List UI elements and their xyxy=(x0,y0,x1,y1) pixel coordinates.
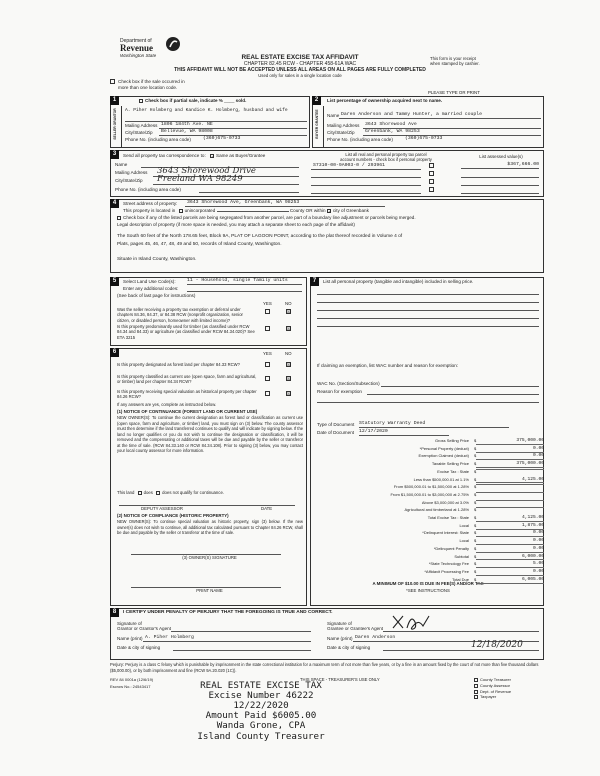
tax-row-value[interactable]: 4,125.00 xyxy=(476,515,544,522)
seller-city[interactable]: Bellevue, WA 98008 xyxy=(161,129,213,134)
dollar-sign: $ xyxy=(474,461,477,467)
tax-row xyxy=(312,507,544,514)
corr-mailing-label: Mailing Address xyxy=(115,170,148,175)
buyer-mailing[interactable]: 3643 Shorewood Ave xyxy=(365,122,417,127)
form-chapter: CHAPTER 82.45 RCW - CHAPTER 458-61A WAC xyxy=(243,61,357,67)
legal-desc-2: Plats, pages 45, 46, 47, 48, 49 and 50, records of Island County, Washington. xyxy=(117,242,282,247)
stamp-line-1: REAL ESTATE EXCISE TAX xyxy=(200,680,322,691)
tax-row-value[interactable]: 375,000.00 xyxy=(476,438,544,445)
does-checkbox[interactable] xyxy=(138,491,142,495)
tax-row-label: *State Technology Fee xyxy=(428,561,469,567)
reason-label: Reason for exemption xyxy=(317,389,362,394)
tax-row-label: Local xyxy=(459,538,469,544)
seller-side-label: SELLER GRANTOR xyxy=(113,108,117,140)
grantor-sig-label-2: Grantor or Grantor's Agent xyxy=(117,626,171,631)
multi-location-checkbox[interactable] xyxy=(110,79,115,84)
s6-q1-yes-checkbox[interactable] xyxy=(265,362,270,367)
form-warning: THIS AFFIDAVIT WILL NOT BE ACCEPTED UNLESS ALL AREAS ON ALL PAGES ARE FULLY COMPLETED xyxy=(174,67,426,73)
doc-type-label: Type of Document xyxy=(317,422,355,427)
escrow-number: Escrow No.: 24543417 xyxy=(110,684,151,689)
partial-sale-label: Check box if partial sale, indicate % xyxy=(145,98,223,103)
section-8-number: 8 xyxy=(110,608,119,617)
tax-row-label: From $1,500,000.01 to $3,000,000 at 2.75% xyxy=(390,491,469,497)
buyer-header: List percentage of ownership acquired next to name. xyxy=(327,98,443,103)
tax-row-label: Above $3,000,000 at 3.0% xyxy=(421,499,469,505)
tax-row-value[interactable] xyxy=(476,507,544,508)
dollar-sign: $ xyxy=(474,515,477,520)
parcel-header-2: account numbers - check box if personal property xyxy=(340,157,432,162)
doc-type[interactable]: Statutory Warranty Deed xyxy=(359,421,509,428)
segregated-label: Check box if any of the listed parcels are being segregated from another parcel, are part of a boundary line adjustment or parcels being merged. xyxy=(123,215,416,220)
buyer-name-label: Name xyxy=(327,113,340,118)
personal-property-label: List all personal property (tangible and intangible) included in selling price. xyxy=(323,279,474,284)
tax-row xyxy=(312,477,544,484)
dollar-sign: $ xyxy=(474,468,477,474)
see-back-label: (See back of last page for instructions) xyxy=(117,293,196,298)
tax-row-value[interactable]: 0.00 xyxy=(476,446,544,453)
unincorporated-checkbox[interactable] xyxy=(179,209,183,213)
tax-row-value[interactable] xyxy=(476,492,544,493)
s5-q1-no-checkbox[interactable]: ☒ xyxy=(287,309,291,314)
notice-compliance-body: NEW OWNER(S): To continue special valuation as historic property, sign (3) below. If the new owner(s) does not wish to continue, all additional tax calculated pursuant to Chapter 84.26 RCW, shall be due and payable by the seller or transferor at the time of sale. xyxy=(117,519,303,536)
perjury-notice: Perjury: Perjury is a class C felony which is punishable by imprisonment in the state correctional institution for a maximum term of not more than five years, or by a fine in an amount fixed by the court of not more than five thousand dollars ($5,000.00), or by both imprisonment and fine (RCW 9A.20.020 (1C)). xyxy=(110,662,539,673)
s6-if-yes: If any answers are yes, complete as instructed below. xyxy=(117,402,217,407)
tax-row xyxy=(312,569,544,576)
tax-row xyxy=(312,546,544,553)
assessed-value[interactable]: $367,666.00 xyxy=(461,162,539,169)
distribution-list xyxy=(474,677,511,700)
tax-row-value[interactable]: 5.00 xyxy=(476,561,544,568)
partial-sale-sold: sold. xyxy=(235,98,247,103)
dollar-sign: $ xyxy=(474,576,477,582)
tax-row-value[interactable]: 0.00 xyxy=(476,546,544,553)
s6-q3-no-checkbox[interactable]: ☒ xyxy=(287,391,291,396)
dollar-sign: $ xyxy=(474,438,477,443)
tax-row-value[interactable]: 4,125.00 xyxy=(476,477,544,484)
section-1-seller xyxy=(110,96,310,148)
dollar-sign: $ xyxy=(474,507,477,513)
send-label: Send all property tax correspondence to: xyxy=(123,153,206,158)
s6-q3-yes-checkbox[interactable] xyxy=(265,391,270,396)
seller-phone-label: Phone No. (including area code) xyxy=(125,137,191,142)
land-use-label: Select Land Use Code(s): xyxy=(123,279,176,284)
seller-city-label: City/State/Zip xyxy=(125,130,153,135)
personal-property-checkbox-3[interactable] xyxy=(429,179,434,184)
notice-continuance-body: NEW OWNER(S): To continue the current designation as forest land or classification as current use (open space, farm and agriculture, or timber) land, you must sign on (3) below. The county assessor must then determine if the land transferred continues to qualify and will indicate by signing below. If the land no longer qualifies or you do not wish to continue the designation or classification, it will be removed and the compensating or additional taxes will be due and payable by the seller or transferor at the time of sale. (RCW 84.33.140 or RCW 84.34.108). Prior to signing (3) below, you may contact your local county assessor for more information. xyxy=(117,415,303,454)
dollar-sign: $ xyxy=(474,453,477,459)
dept-line1: Department of xyxy=(120,38,152,44)
dollar-sign: $ xyxy=(474,545,477,551)
unincorporated-label: unincorporated xyxy=(184,208,216,213)
multi-location-label-1: Check box if the sale occurred in xyxy=(118,79,185,84)
section-2-number: 2 xyxy=(312,96,321,105)
tax-row-label: Agricultural and timberland at 1.28% xyxy=(404,507,469,513)
deputy-assessor-label: DEPUTY ASSESSOR xyxy=(141,506,183,511)
tax-row-value[interactable]: 6,000.00 xyxy=(476,554,544,561)
dollar-sign: $ xyxy=(474,538,477,544)
grantor-sig-label-1: Signature of xyxy=(117,621,142,626)
owner-signature-label: (3) OWNER(S) SIGNATURE xyxy=(182,555,237,560)
grantee-date-handwritten[interactable]: 12/18/2020 xyxy=(471,640,523,650)
assessed-header: List assessed value(s) xyxy=(479,154,523,159)
grantor-name-label: Name (print) xyxy=(117,636,143,641)
dist-dor: Dept. of Revenue xyxy=(474,689,511,695)
s5-question-2: Is this property predominantly used for timber (as classified under RCW 84.34 and 84.33) or agriculture (as classified under RCW 84.34.020)? See ETA 3215 xyxy=(117,324,255,340)
rev-number: REV 84 0001a (12/6/19) xyxy=(110,677,154,682)
tax-row-label: Local xyxy=(459,522,469,528)
grantor-date-label: Date & city of signing xyxy=(117,645,161,650)
tax-row-label: Total Excise Tax : State xyxy=(427,515,469,520)
partial-sale-checkbox[interactable] xyxy=(139,99,143,103)
s6-q1-no-checkbox[interactable]: ☒ xyxy=(287,362,291,367)
corr-name-label: Name xyxy=(115,162,128,167)
dist-taxpayer: Taxpayer xyxy=(474,694,511,700)
grantee-name-label: Name (print) xyxy=(327,636,353,641)
buyer-mailing-label: Mailing Address xyxy=(327,123,360,128)
does-not-label: does not qualify for continuance. xyxy=(162,490,225,495)
dept-line2: Revenue xyxy=(120,43,153,53)
tax-row-value[interactable]: 375,000.00 xyxy=(476,461,544,468)
treasurer-stamp xyxy=(166,681,356,742)
dollar-sign: $ xyxy=(474,484,477,490)
tax-row xyxy=(312,469,544,476)
grantee-name[interactable]: Daren Anderson xyxy=(355,635,396,640)
located-row xyxy=(123,208,369,214)
s6-yes-header: YES xyxy=(263,351,272,356)
dollar-sign: $ xyxy=(474,553,477,559)
section-5-land-use xyxy=(110,277,307,346)
dist-dor-checkbox[interactable] xyxy=(474,690,478,694)
buyer-side-label: BUYER GRANTEE xyxy=(315,109,319,139)
section-8-certification xyxy=(110,608,544,660)
dist-assessor-checkbox[interactable] xyxy=(474,684,478,688)
located-label: This property is located in xyxy=(123,208,176,213)
personal-property-checkbox-1[interactable] xyxy=(429,163,434,168)
treasurer-use: THIS SPACE - TREASURER'S USE ONLY xyxy=(300,677,380,682)
street-address[interactable]: 3643 Shorewood Ave, Greenbank, WA 98253 xyxy=(187,200,300,205)
send-correspondence-row xyxy=(123,153,265,159)
segregated-checkbox[interactable] xyxy=(117,216,121,220)
s5-question-1: Was the seller receiving a property tax exemption or deferral under chapters 84.36, 84.37, or 84.38 RCW (nonprofit organization, senior citizen, or disabled person, homeowner with limited income)? xyxy=(117,307,243,323)
type-or-print: PLEASE TYPE OR PRINT xyxy=(428,90,480,95)
tax-row-label: Exemption Claimed (deduct) xyxy=(418,453,469,459)
tax-row-label: Gross Selling Price xyxy=(434,438,469,443)
grantee-sig-label-1: Signature of xyxy=(327,621,352,626)
tax-row xyxy=(312,446,544,453)
section-5-number: 5 xyxy=(110,277,119,286)
grantee-sig-label-2: Grantee or Grantee's Agent xyxy=(327,626,384,631)
dollar-sign: $ xyxy=(474,499,477,505)
tax-row xyxy=(312,561,544,568)
tax-row-label: *Personal Property (deduct) xyxy=(419,445,469,451)
county-label: County OR within xyxy=(289,208,326,213)
corr-city-label: City/State/Zip xyxy=(115,178,143,183)
seller-side-box xyxy=(111,106,122,148)
tax-row xyxy=(312,461,544,468)
does-not-checkbox[interactable] xyxy=(156,491,160,495)
same-as-buyer-label: Same as Buyer/Grantee xyxy=(216,153,266,158)
tax-row xyxy=(312,515,544,522)
same-as-buyer-checkbox[interactable]: ✓ xyxy=(211,153,215,159)
s6-question-1: Is this property designated as forest land per chapter 84.33 RCW? xyxy=(117,362,240,367)
wac-label: WAC No. (Section/Subsection) xyxy=(317,381,380,386)
s5-q1-yes-checkbox[interactable] xyxy=(265,309,270,314)
dollar-sign: $ xyxy=(474,530,477,536)
seller-mailing[interactable]: 1806 184th Ave. NE xyxy=(161,122,213,127)
personal-property-checkbox-2[interactable] xyxy=(429,171,434,176)
section-4-property xyxy=(110,199,544,273)
doc-date[interactable]: 12/17/2020 xyxy=(359,429,449,436)
notice-compliance-title: (2) NOTICE OF COMPLIANCE (HISTORIC PROPERTY) xyxy=(117,513,229,518)
s6-q2-yes-checkbox[interactable] xyxy=(265,376,270,381)
seller-phone[interactable]: (360)675-0733 xyxy=(203,136,241,141)
form-title: REAL ESTATE EXCISE TAX AFFIDAVIT xyxy=(241,54,359,61)
stamp-line-5: Wanda Grone, CPA xyxy=(216,720,306,732)
dor-logo-icon xyxy=(165,36,181,52)
this-land-label: This land xyxy=(117,490,135,495)
dollar-sign: $ xyxy=(474,522,477,528)
stamp-line-2: Excise Number 46222 xyxy=(208,690,314,702)
tax-row xyxy=(312,538,544,545)
doc-date-label: Date of Document xyxy=(317,430,355,435)
dist-treasurer: County Treasurer xyxy=(474,677,511,683)
legal-desc-3: Situate in Island County, Washington. xyxy=(117,257,197,262)
see-instructions: *SEE INSTRUCTIONS xyxy=(406,588,450,593)
receipt-note-2: when stamped by cashier. xyxy=(430,61,480,66)
notice-continuance-title: (1) NOTICE OF CONTINUANCE (FOREST LAND OR CURRENT USE) xyxy=(117,409,258,414)
s6-q2-no-checkbox[interactable]: ☒ xyxy=(287,376,291,381)
minimum-due: A MINIMUM OF $10.00 IS DUE IN FEE(S) AND/OR TAX xyxy=(372,581,484,586)
section-7-number: 7 xyxy=(310,277,319,286)
corr-mailing-handwritten[interactable]: 3643 Shorewood Drive xyxy=(157,166,256,176)
dollar-sign: $ xyxy=(474,561,477,567)
dist-taxpayer-checkbox[interactable] xyxy=(474,695,478,699)
s5-yes-header: YES xyxy=(263,301,272,306)
certify-statement: I CERTIFY UNDER PENALTY OF PERJURY THAT THE FOREGOING IS TRUE AND CORRECT. xyxy=(123,610,333,615)
section-3-tax-correspondence xyxy=(110,150,544,197)
buyer-city[interactable]: Greenbank, WA 98253 xyxy=(365,129,420,134)
tax-row xyxy=(312,554,544,561)
additional-codes-label: Enter any additional codes: xyxy=(123,286,179,291)
tax-row-value[interactable]: 6,005.00 xyxy=(476,577,544,584)
section-4-number: 4 xyxy=(110,199,119,208)
tax-row xyxy=(312,484,544,491)
tax-row-value[interactable]: 0.00 xyxy=(476,538,544,545)
tax-row-value[interactable]: 0.00 xyxy=(476,530,544,537)
does-label: does xyxy=(143,490,153,495)
tax-row-value[interactable]: 0.00 xyxy=(476,569,544,576)
street-label: Street address of property: xyxy=(123,201,178,206)
seller-name[interactable]: A. Piher Holmberg and Kandice K. Holmberg, husband and wife xyxy=(125,108,288,113)
buyer-name[interactable]: Daren Anderson and Tammy Hunter, a married couple xyxy=(341,112,483,117)
dept-line3: Washington State xyxy=(120,53,157,58)
section-6-designation xyxy=(110,348,307,606)
stamp-line-6: Island County Treasurer xyxy=(197,730,325,742)
tax-row-label: Subtotal xyxy=(454,553,469,559)
deputy-date-label: DATE xyxy=(261,506,273,511)
dollar-sign: $ xyxy=(474,491,477,497)
corr-phone-label: Phone No. (including area code) xyxy=(115,187,181,192)
land-use-code[interactable]: 11 - Household, single family units xyxy=(187,278,302,285)
receipt-note-1: This form is your receipt xyxy=(430,56,476,61)
tax-row-label: Taxable Selling Price xyxy=(431,461,469,467)
partial-sale-row: Check box if partial sale, indicate % ____ sold. xyxy=(139,98,246,104)
tax-row-value[interactable]: 1,875.00 xyxy=(476,523,544,530)
s5-no-header: NO xyxy=(285,301,292,306)
buyer-city-label: City/State/Zip xyxy=(327,130,355,135)
tax-row xyxy=(312,438,544,445)
section-3-number: 3 xyxy=(110,150,119,159)
stamp-line-3: 12/22/2020 xyxy=(233,700,289,712)
s5-q2-yes-checkbox[interactable] xyxy=(265,326,270,331)
tax-row-label: *Affidavit Processing Fee xyxy=(424,568,469,574)
tax-row-label: *Delinquent Interest: State xyxy=(422,530,469,536)
dist-treasurer-checkbox[interactable] xyxy=(474,678,478,682)
city-label: city of Greenbank xyxy=(332,208,369,213)
parcel-header-1: List all real and personal property tax parcel xyxy=(345,152,427,157)
grantee-date-label: Date & city of signing xyxy=(327,645,371,650)
tax-row-value[interactable] xyxy=(476,484,544,485)
tax-row xyxy=(312,453,544,460)
qualify-row xyxy=(117,490,224,496)
s6-question-3: Is this property receiving special valuation as historical property per chapter 84.26 RCW? xyxy=(117,389,257,400)
tax-row-value[interactable]: 0.00 xyxy=(476,453,544,460)
corr-city-handwritten[interactable]: Freeland WA 98249 xyxy=(157,174,243,184)
print-name-label: PRINT NAME xyxy=(196,588,223,593)
tax-row xyxy=(312,530,544,537)
tax-row xyxy=(312,500,544,507)
tax-row-label: From $500,000.01 to $1,500,000 at 1.28% xyxy=(393,484,469,490)
tax-row-label: Less than $500,000.01 at 1.1% xyxy=(413,476,469,482)
buyer-phone[interactable]: (360)675-0733 xyxy=(405,136,443,141)
buyer-phone-label: Phone No. (including area code) xyxy=(327,137,393,142)
tax-row-label: Total Due xyxy=(452,576,469,582)
legal-label: Legal description of property (if more space is needed, you may attach a separate sheet to each page of the affidavit) xyxy=(117,222,355,227)
multi-location-label-2: more than one location code. xyxy=(118,85,178,90)
tax-row-label: *Delinquent Penalty xyxy=(433,545,469,551)
legal-desc-1: The South 60 feet of the North 178.65 feet, Block 9A, PLAT OF LAGOON POINT, according to the plat thereof recorded in Volume 4 of xyxy=(117,234,403,239)
personal-property-checkbox-4[interactable] xyxy=(429,187,434,192)
section-6-number: 6 xyxy=(110,348,119,357)
grantor-name[interactable]: A. Piher Holmberg xyxy=(145,635,194,640)
stamp-line-4: Amount Paid $6005.00 xyxy=(205,710,317,722)
dollar-sign: $ xyxy=(474,476,477,482)
tax-row-label: Excise Tax : State xyxy=(437,468,469,474)
segregated-row xyxy=(117,215,416,221)
single-location-note: Used only for sales in a single location code xyxy=(258,73,342,78)
city-checkbox[interactable]: ✓ xyxy=(327,208,332,214)
tax-row xyxy=(312,577,544,584)
s5-q2-no-checkbox[interactable]: ☒ xyxy=(287,326,291,331)
tax-row xyxy=(312,492,544,499)
tax-row xyxy=(312,523,544,530)
s6-question-2: Is this property classified as current use (open space, farm and agricultural, or timber) land per chapter 84.34 RCW? xyxy=(117,374,257,385)
seller-mailing-label: Mailing Address xyxy=(125,123,158,128)
buyer-side-box xyxy=(313,106,324,148)
tax-row-value[interactable] xyxy=(476,469,544,470)
parcel-number[interactable]: S7310-00-9A003-0 / 293961 xyxy=(313,163,385,168)
dist-assessor: County Assessor xyxy=(474,683,511,689)
section-1-number: 1 xyxy=(110,96,119,105)
dollar-sign: $ xyxy=(474,568,477,574)
dollar-sign: $ xyxy=(474,445,477,451)
exemption-label: If claiming an exemption, list WAC number and reason for exemption: xyxy=(317,363,459,368)
s6-no-header: NO xyxy=(285,351,292,356)
section-2-buyer xyxy=(312,96,544,148)
tax-row-value[interactable] xyxy=(476,500,544,501)
